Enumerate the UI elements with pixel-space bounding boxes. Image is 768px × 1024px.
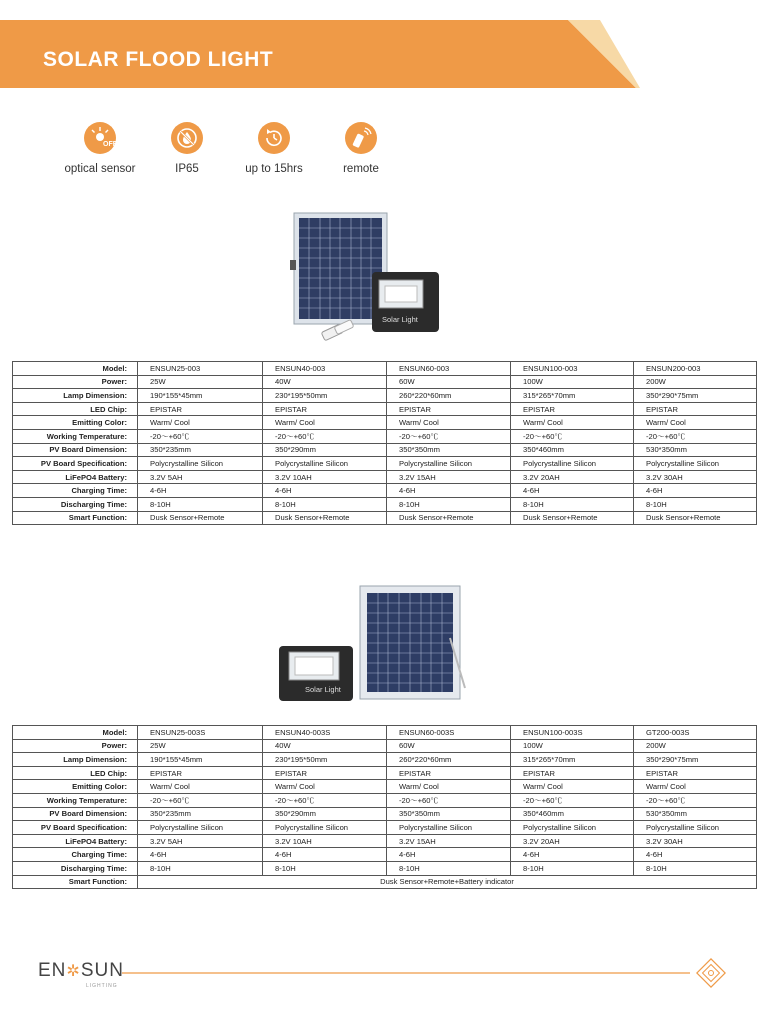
table-cell: 260*220*60mm [387,389,511,403]
table-cell: 350*235mm [138,807,263,821]
table-cell: -20～+60℃ [138,429,263,443]
table-row [13,726,757,740]
table-cell: 8-10H [387,861,511,875]
table-row [13,443,757,457]
product-image-1 [282,210,452,355]
table-cell: Polycrystalline Silicon [634,821,757,835]
table-cell: EPISTAR [511,402,634,416]
row-header: LiFePO4 Battery: [13,470,138,484]
table-cell: -20～+60℃ [634,429,757,443]
table-row [13,793,757,807]
table-cell: 350*235mm [138,443,263,457]
table-cell: 190*155*45mm [138,753,263,767]
table-row [13,497,757,511]
table-cell: ENSUN25-003S [138,726,263,740]
table-cell: Warm/ Cool [138,780,263,794]
table-row [13,753,757,767]
feature-label: optical sensor [64,163,136,175]
table-cell: -20～+60℃ [387,429,511,443]
table-cell: 4-6H [138,848,263,862]
table-cell: EPISTAR [263,766,387,780]
table-row [13,402,757,416]
row-header: Discharging Time: [13,861,138,875]
table-cell: 315*265*70mm [511,753,634,767]
table-cell: 530*350mm [634,807,757,821]
table-cell: Warm/ Cool [387,780,511,794]
table-cell: 8-10H [634,861,757,875]
table-cell: 3.2V 15AH [387,470,511,484]
table-cell: 3.2V 30AH [634,470,757,484]
table-cell: 350*350mm [387,807,511,821]
row-header: Emitting Color: [13,780,138,794]
table-row [13,807,757,821]
table-cell: Polycrystalline Silicon [263,457,387,471]
table-cell: Warm/ Cool [263,416,387,430]
table-cell: Polycrystalline Silicon [387,821,511,835]
table-cell: 350*350mm [387,443,511,457]
table-row [13,861,757,875]
table-cell: 8-10H [511,861,634,875]
table-cell: ENSUN100-003S [511,726,634,740]
table-row [13,362,757,376]
table-cell: 3.2V 10AH [263,470,387,484]
table-row [13,780,757,794]
table-cell: 4-6H [511,848,634,862]
feature-label: up to 15hrs [245,163,303,175]
table-cell: -20～+60℃ [387,793,511,807]
table-cell: 260*220*60mm [387,753,511,767]
table-cell: -20～+60℃ [263,429,387,443]
table-cell: EPISTAR [511,766,634,780]
row-header: Discharging Time: [13,497,138,511]
table-cell: Warm/ Cool [387,416,511,430]
table-cell: Dusk Sensor+Remote [511,511,634,525]
row-header: Smart Function: [13,875,138,889]
table-cell: 60W [387,375,511,389]
table-cell: 8-10H [263,861,387,875]
table-cell: 4-6H [263,484,387,498]
feature-ip65 [142,122,232,175]
table-row [13,484,757,498]
row-header: Power: [13,375,138,389]
table-cell: 3.2V 30AH [634,834,757,848]
table-row [13,389,757,403]
table-cell: 60W [387,739,511,753]
row-header: PV Board Specification: [13,821,138,835]
table-cell: 315*265*70mm [511,389,634,403]
table-cell: Polycrystalline Silicon [511,821,634,835]
clock-icon [258,122,290,154]
table-cell: 8-10H [634,497,757,511]
table-cell: Polycrystalline Silicon [138,457,263,471]
row-header: LED Chip: [13,766,138,780]
feature-label: IP65 [175,163,199,175]
feature-label: remote [343,163,379,175]
table-cell: Dusk Sensor+Remote [138,511,263,525]
table-cell: Dusk Sensor+Remote [387,511,511,525]
table-cell: 25W [138,375,263,389]
brand-logo: EN✲SUN [38,960,124,981]
table-cell: Warm/ Cool [511,416,634,430]
table-cell: 4-6H [138,484,263,498]
table-cell: 200W [634,739,757,753]
table-cell: Polycrystalline Silicon [138,821,263,835]
table-cell: 350*290*75mm [634,753,757,767]
table-row [13,821,757,835]
table-cell: 4-6H [387,848,511,862]
table-row [13,848,757,862]
table-cell: 350*460mm [511,807,634,821]
table-cell: 100W [511,375,634,389]
table-cell: Warm/ Cool [263,780,387,794]
table-cell: 230*195*50mm [263,389,387,403]
table-cell: Dusk Sensor+Remote [263,511,387,525]
table-row [13,457,757,471]
table-cell: Polycrystalline Silicon [511,457,634,471]
table-cell: GT200-003S [634,726,757,740]
sun-icon: ✲ [66,963,81,980]
table-cell: 25W [138,739,263,753]
table-cell: 3.2V 5AH [138,470,263,484]
table-cell: 350*290*75mm [634,389,757,403]
row-header: LiFePO4 Battery: [13,834,138,848]
svg-text:Solar Light: Solar Light [305,685,341,694]
table-cell: 8-10H [138,497,263,511]
table-cell: 4-6H [511,484,634,498]
brand-logo-sub: LIGHTING [86,983,118,989]
row-header: Working Temperature: [13,793,138,807]
table-cell: Warm/ Cool [138,416,263,430]
table-row [13,511,757,525]
table-cell: 530*350mm [634,443,757,457]
table-cell: 40W [263,739,387,753]
table-cell: 230*195*50mm [263,753,387,767]
row-header: Working Temperature: [13,429,138,443]
row-header: LED Chip: [13,402,138,416]
table-cell: 4-6H [634,848,757,862]
feature-icons [60,122,400,182]
table-cell: 3.2V 15AH [387,834,511,848]
table-cell: ENSUN200-003 [634,362,757,376]
row-header: Lamp Dimension: [13,753,138,767]
table-cell: 4-6H [634,484,757,498]
table-cell: -20～+60℃ [511,793,634,807]
table-cell-merged: Dusk Sensor+Remote+Battery indicator [138,875,757,889]
table-row [13,739,757,753]
table-cell: ENSUN25-003 [138,362,263,376]
table-cell: Warm/ Cool [511,780,634,794]
table-cell: EPISTAR [634,402,757,416]
table-cell: ENSUN40-003S [263,726,387,740]
row-header: PV Board Dimension: [13,807,138,821]
table-cell: EPISTAR [138,402,263,416]
table-cell: 4-6H [263,848,387,862]
table-cell: ENSUN100-003 [511,362,634,376]
table-cell: 8-10H [511,497,634,511]
row-header: Emitting Color: [13,416,138,430]
row-header: Power: [13,739,138,753]
row-header: PV Board Dimension: [13,443,138,457]
table-cell: 190*155*45mm [138,389,263,403]
table-cell: Polycrystalline Silicon [263,821,387,835]
optical-sensor-icon [84,122,116,154]
table-row [13,834,757,848]
table-cell: 3.2V 5AH [138,834,263,848]
table-row [13,429,757,443]
table-row [13,375,757,389]
table-cell: 200W [634,375,757,389]
row-header: Charging Time: [13,484,138,498]
feature-remote [316,122,406,175]
table-cell: 8-10H [263,497,387,511]
table-cell: EPISTAR [387,766,511,780]
table-cell: 350*460mm [511,443,634,457]
table-cell: -20～+60℃ [138,793,263,807]
table-cell: EPISTAR [634,766,757,780]
table-cell: 40W [263,375,387,389]
table-cell: -20～+60℃ [263,793,387,807]
svg-text:Solar Light: Solar Light [382,315,418,324]
table-cell: 8-10H [387,497,511,511]
row-header: Model: [13,362,138,376]
table-cell: 8-10H [138,861,263,875]
spec-table-1 [12,361,757,525]
row-header: Smart Function: [13,511,138,525]
row-header: Charging Time: [13,848,138,862]
table-cell: 4-6H [387,484,511,498]
table-row [13,766,757,780]
table-cell: EPISTAR [263,402,387,416]
table-row [13,470,757,484]
table-cell: ENSUN60-003 [387,362,511,376]
ip65-icon [171,122,203,154]
table-cell: 3.2V 20AH [511,470,634,484]
table-cell: 350*290mm [263,807,387,821]
table-cell: 350*290mm [263,443,387,457]
table-cell: 100W [511,739,634,753]
table-cell: -20～+60℃ [511,429,634,443]
spec-table-2 [12,725,757,889]
table-cell: Polycrystalline Silicon [387,457,511,471]
product-image-2 [275,580,470,710]
feature-hours [229,122,319,175]
table-cell: Warm/ Cool [634,416,757,430]
row-header: Lamp Dimension: [13,389,138,403]
table-cell: Polycrystalline Silicon [634,457,757,471]
table-cell: Warm/ Cool [634,780,757,794]
table-cell: EPISTAR [387,402,511,416]
table-cell: ENSUN60-003S [387,726,511,740]
row-header: PV Board Specification: [13,457,138,471]
table-row [13,875,757,889]
remote-icon [345,122,377,154]
feature-optical-sensor [55,122,145,175]
table-cell: 3.2V 20AH [511,834,634,848]
table-row [13,416,757,430]
row-header: Model: [13,726,138,740]
table-cell: -20～+60℃ [634,793,757,807]
page-title: SOLAR FLOOD LIGHT [43,48,274,71]
svg-text:OFF: OFF [103,141,116,148]
table-cell: EPISTAR [138,766,263,780]
table-cell: Dusk Sensor+Remote [634,511,757,525]
table-cell: ENSUN40-003 [263,362,387,376]
table-cell: 3.2V 10AH [263,834,387,848]
